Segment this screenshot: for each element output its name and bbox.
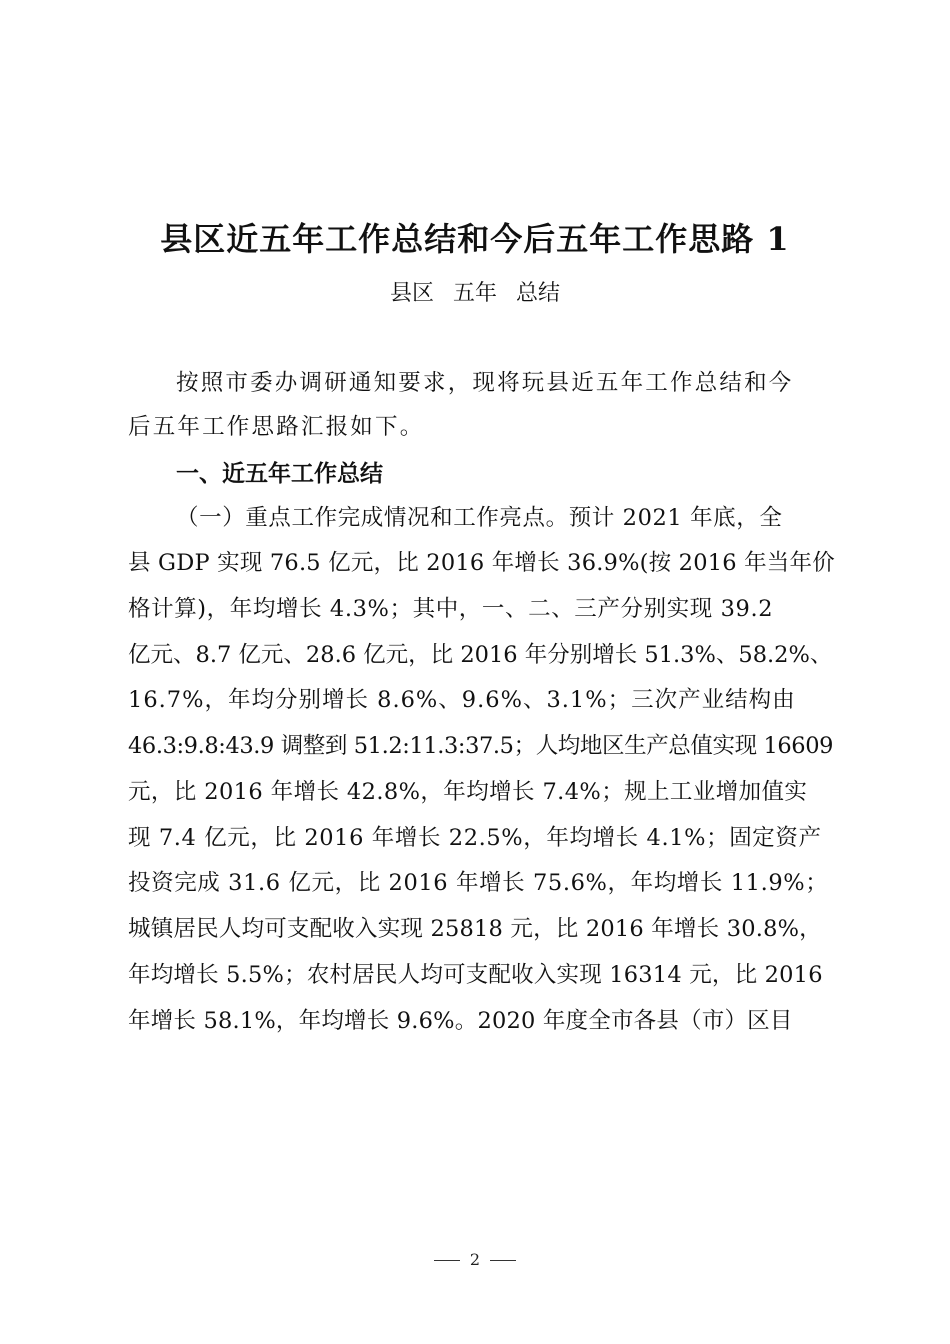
body-line: 格计算)，年均增长 4.3%；其中，一、二、三产分别实现 39.2	[128, 596, 774, 622]
body-line: 16.7%，年均分别增长 8.6%、9.6%、3.1%；三次产业结构由	[128, 687, 796, 713]
intro-line: 按照市委办调研通知要求，现将玩县近五年工作总结和今	[176, 370, 794, 396]
body-line: 城镇居民人均可支配收入实现 25818 元，比 2016 年增长 30.8%，	[128, 916, 822, 942]
document-title: 县区近五年工作总结和今后五年工作思路 1	[160, 220, 790, 258]
section-heading: 一、近五年工作总结	[176, 461, 383, 487]
keywords-line	[0, 276, 950, 307]
body-line: 县 GDP 实现 76.5 亿元，比 2016 年增长 36.9%(按 2016 年当年价	[128, 550, 835, 576]
body-line: 年增长 58.1%，年均增长 9.6%。2020 年度全市各县（市）区目	[128, 1008, 793, 1034]
page-footer	[0, 1250, 950, 1269]
footer-dash	[490, 1260, 516, 1261]
body-line: 46.3:9.8:43.9 调整到 51.2:11.3:37.5；人均地区生产总值实现 16609	[128, 733, 834, 759]
body-line: 现 7.4 亿元，比 2016 年增长 22.5%，年均增长 4.1%；固定资产	[128, 825, 822, 851]
body-line: 年均增长 5.5%；农村居民人均可支配收入实现 16314 元，比 2016	[128, 962, 823, 988]
keyword: 县区	[389, 281, 434, 306]
keyword: 总结	[516, 281, 561, 306]
body-line: 亿元、8.7 亿元、28.6 亿元，比 2016 年分别增长 51.3%、58.2%、	[128, 642, 833, 668]
page-number: 2	[469, 1250, 481, 1269]
footer-dash	[434, 1260, 460, 1261]
body-line: 元，比 2016 年增长 42.8%，年均增长 7.4%；规上工业增加值实	[128, 779, 808, 805]
keyword: 五年	[452, 281, 497, 306]
body-line: （一）重点工作完成情况和工作亮点。预计 2021 年底，全	[176, 505, 783, 531]
body-line: 投资完成 31.6 亿元，比 2016 年增长 75.6%，年均增长 11.9%；	[128, 870, 829, 896]
intro-line: 后五年工作思路汇报如下。	[128, 414, 425, 440]
